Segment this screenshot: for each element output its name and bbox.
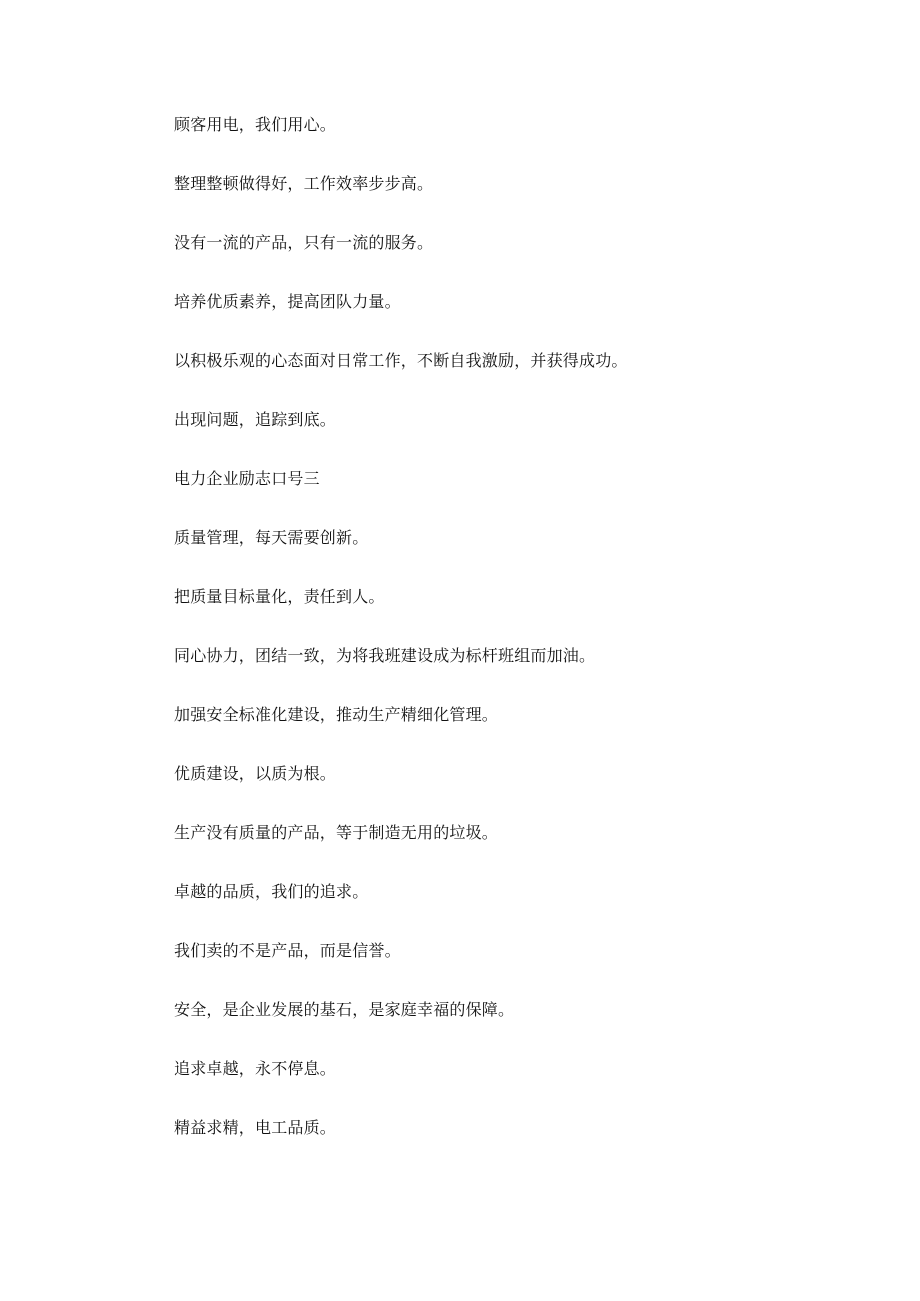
slogan-line: 顾客用电，我们用心。 (174, 115, 337, 134)
section-heading: 电力企业励志口号三 (174, 469, 320, 488)
slogan-line: 以积极乐观的心态面对日常工作，不断自我激励，并获得成功。 (174, 351, 628, 370)
slogan-line: 精益求精，电工品质。 (174, 1118, 337, 1137)
slogan-line: 出现问题，追踪到底。 (174, 410, 337, 429)
slogan-line: 生产没有质量的产品，等于制造无用的垃圾。 (174, 823, 499, 842)
slogan-list (174, 112, 874, 1174)
slogan-line: 安全，是企业发展的基石，是家庭幸福的保障。 (174, 1000, 515, 1019)
slogan-line: 把质量目标量化，责任到人。 (174, 587, 385, 606)
slogan-line: 优质建设，以质为根。 (174, 764, 337, 783)
slogan-line: 同心协力，团结一致，为将我班建设成为标杆班组而加油。 (174, 646, 596, 665)
slogan-line: 培养优质素养，提高团队力量。 (174, 292, 401, 311)
slogan-line: 我们卖的不是产品，而是信誉。 (174, 941, 401, 960)
slogan-line: 质量管理，每天需要创新。 (174, 528, 369, 547)
slogan-line: 卓越的品质，我们的追求。 (174, 882, 369, 901)
slogan-line: 加强安全标准化建设，推动生产精细化管理。 (174, 705, 499, 724)
slogan-line: 追求卓越，永不停息。 (174, 1059, 337, 1078)
slogan-line: 整理整顿做得好，工作效率步步高。 (174, 174, 434, 193)
slogan-line: 没有一流的产品，只有一流的服务。 (174, 233, 434, 252)
